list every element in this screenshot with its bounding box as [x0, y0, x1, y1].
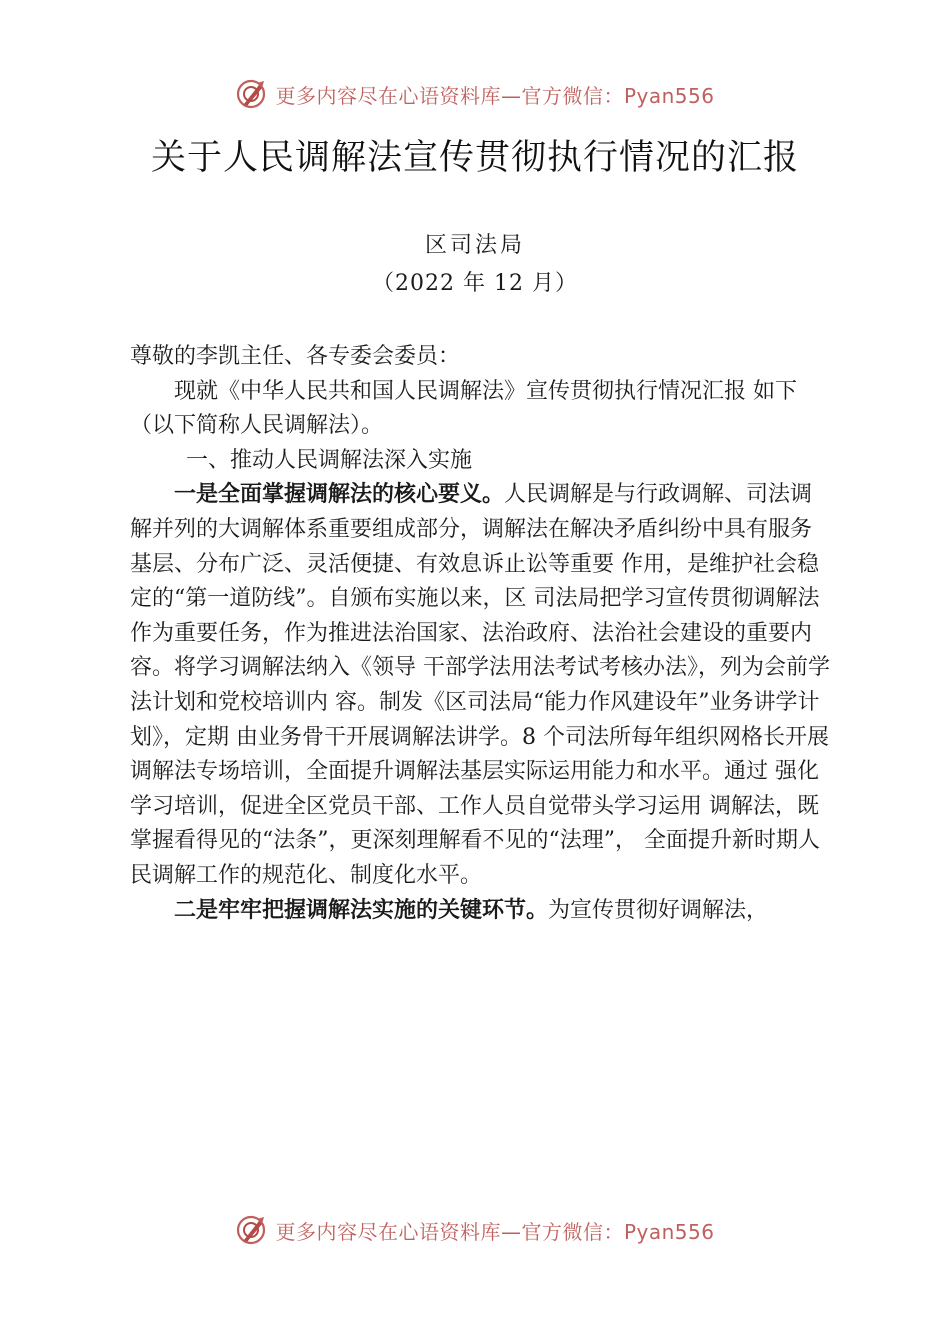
intro-paragraph: 现就《中华人民共和国人民调解法》宣传贯彻执行情况汇报 如下（以下简称人民调解法）。: [130, 378, 797, 439]
logo-icon: [235, 77, 269, 111]
paragraph-1-body: 人民调解是与行政调解、司法调解并列的大调解体系重要组成部分，调解法在解决矛盾纠纷中具有服务基层、分布广泛、灵活便捷、有效息诉止讼等重要 作用，是维护社会稳定的“第一道防线”。自颁布实施以来，区 司法局把学习宣传贯彻调解法作为重要任务，作为推进法治国家、法治政府、法治社会建设的重要内容。将学习调解法纳入《领导 干部学法用法考试考核办法》，列为会前学法计划和党校培训内 容。制发《区司法局“能力作风建设年”业务讲学计划》，定期 由业务骨干开展调解法讲学。8 个司法所每年组织网格长开展调解法专场培训，全面提升调解法基层实际运用能力和水平。通过 强化学习培训，促进全区党员干部、工作人员自觉带头学习运用 调解法，既掌握看得见的“法条”，更深刻理解看不见的“法理”， 全面提升新时期人民调解工作的规范化、制度化水平。: [130, 482, 830, 888]
paragraph-1-lead: 一是全面掌握调解法的核心要义。: [174, 482, 505, 508]
document-title: 关于人民调解法宣传贯彻执行情况的汇报: [150, 138, 799, 178]
paragraph-2-body: 为宣传贯彻好调解法，: [548, 897, 769, 923]
paragraph-2: [130, 894, 830, 929]
watermark-text: 更多内容尽在心语资料库—官方微信：Pyan556: [275, 83, 715, 108]
paragraph-2-lead: 二是牢牢把握调解法实施的关键环节。: [174, 897, 549, 923]
watermark-banner-bottom: [0, 1208, 950, 1252]
document-org: 区司法局: [424, 233, 525, 258]
document-date: （2022 年 12 月）: [372, 271, 578, 296]
watermark-text: 更多内容尽在心语资料库—官方微信：Pyan556: [275, 1219, 715, 1244]
document-body: [130, 340, 830, 928]
watermark-banner-top: [0, 72, 950, 116]
paragraph-1: [130, 478, 830, 893]
salutation: 尊敬的李凯主任、各专委会委员：: [130, 344, 461, 369]
logo-icon: [235, 1213, 269, 1247]
section-heading: 一、推动人民调解法深入实施: [186, 447, 473, 473]
